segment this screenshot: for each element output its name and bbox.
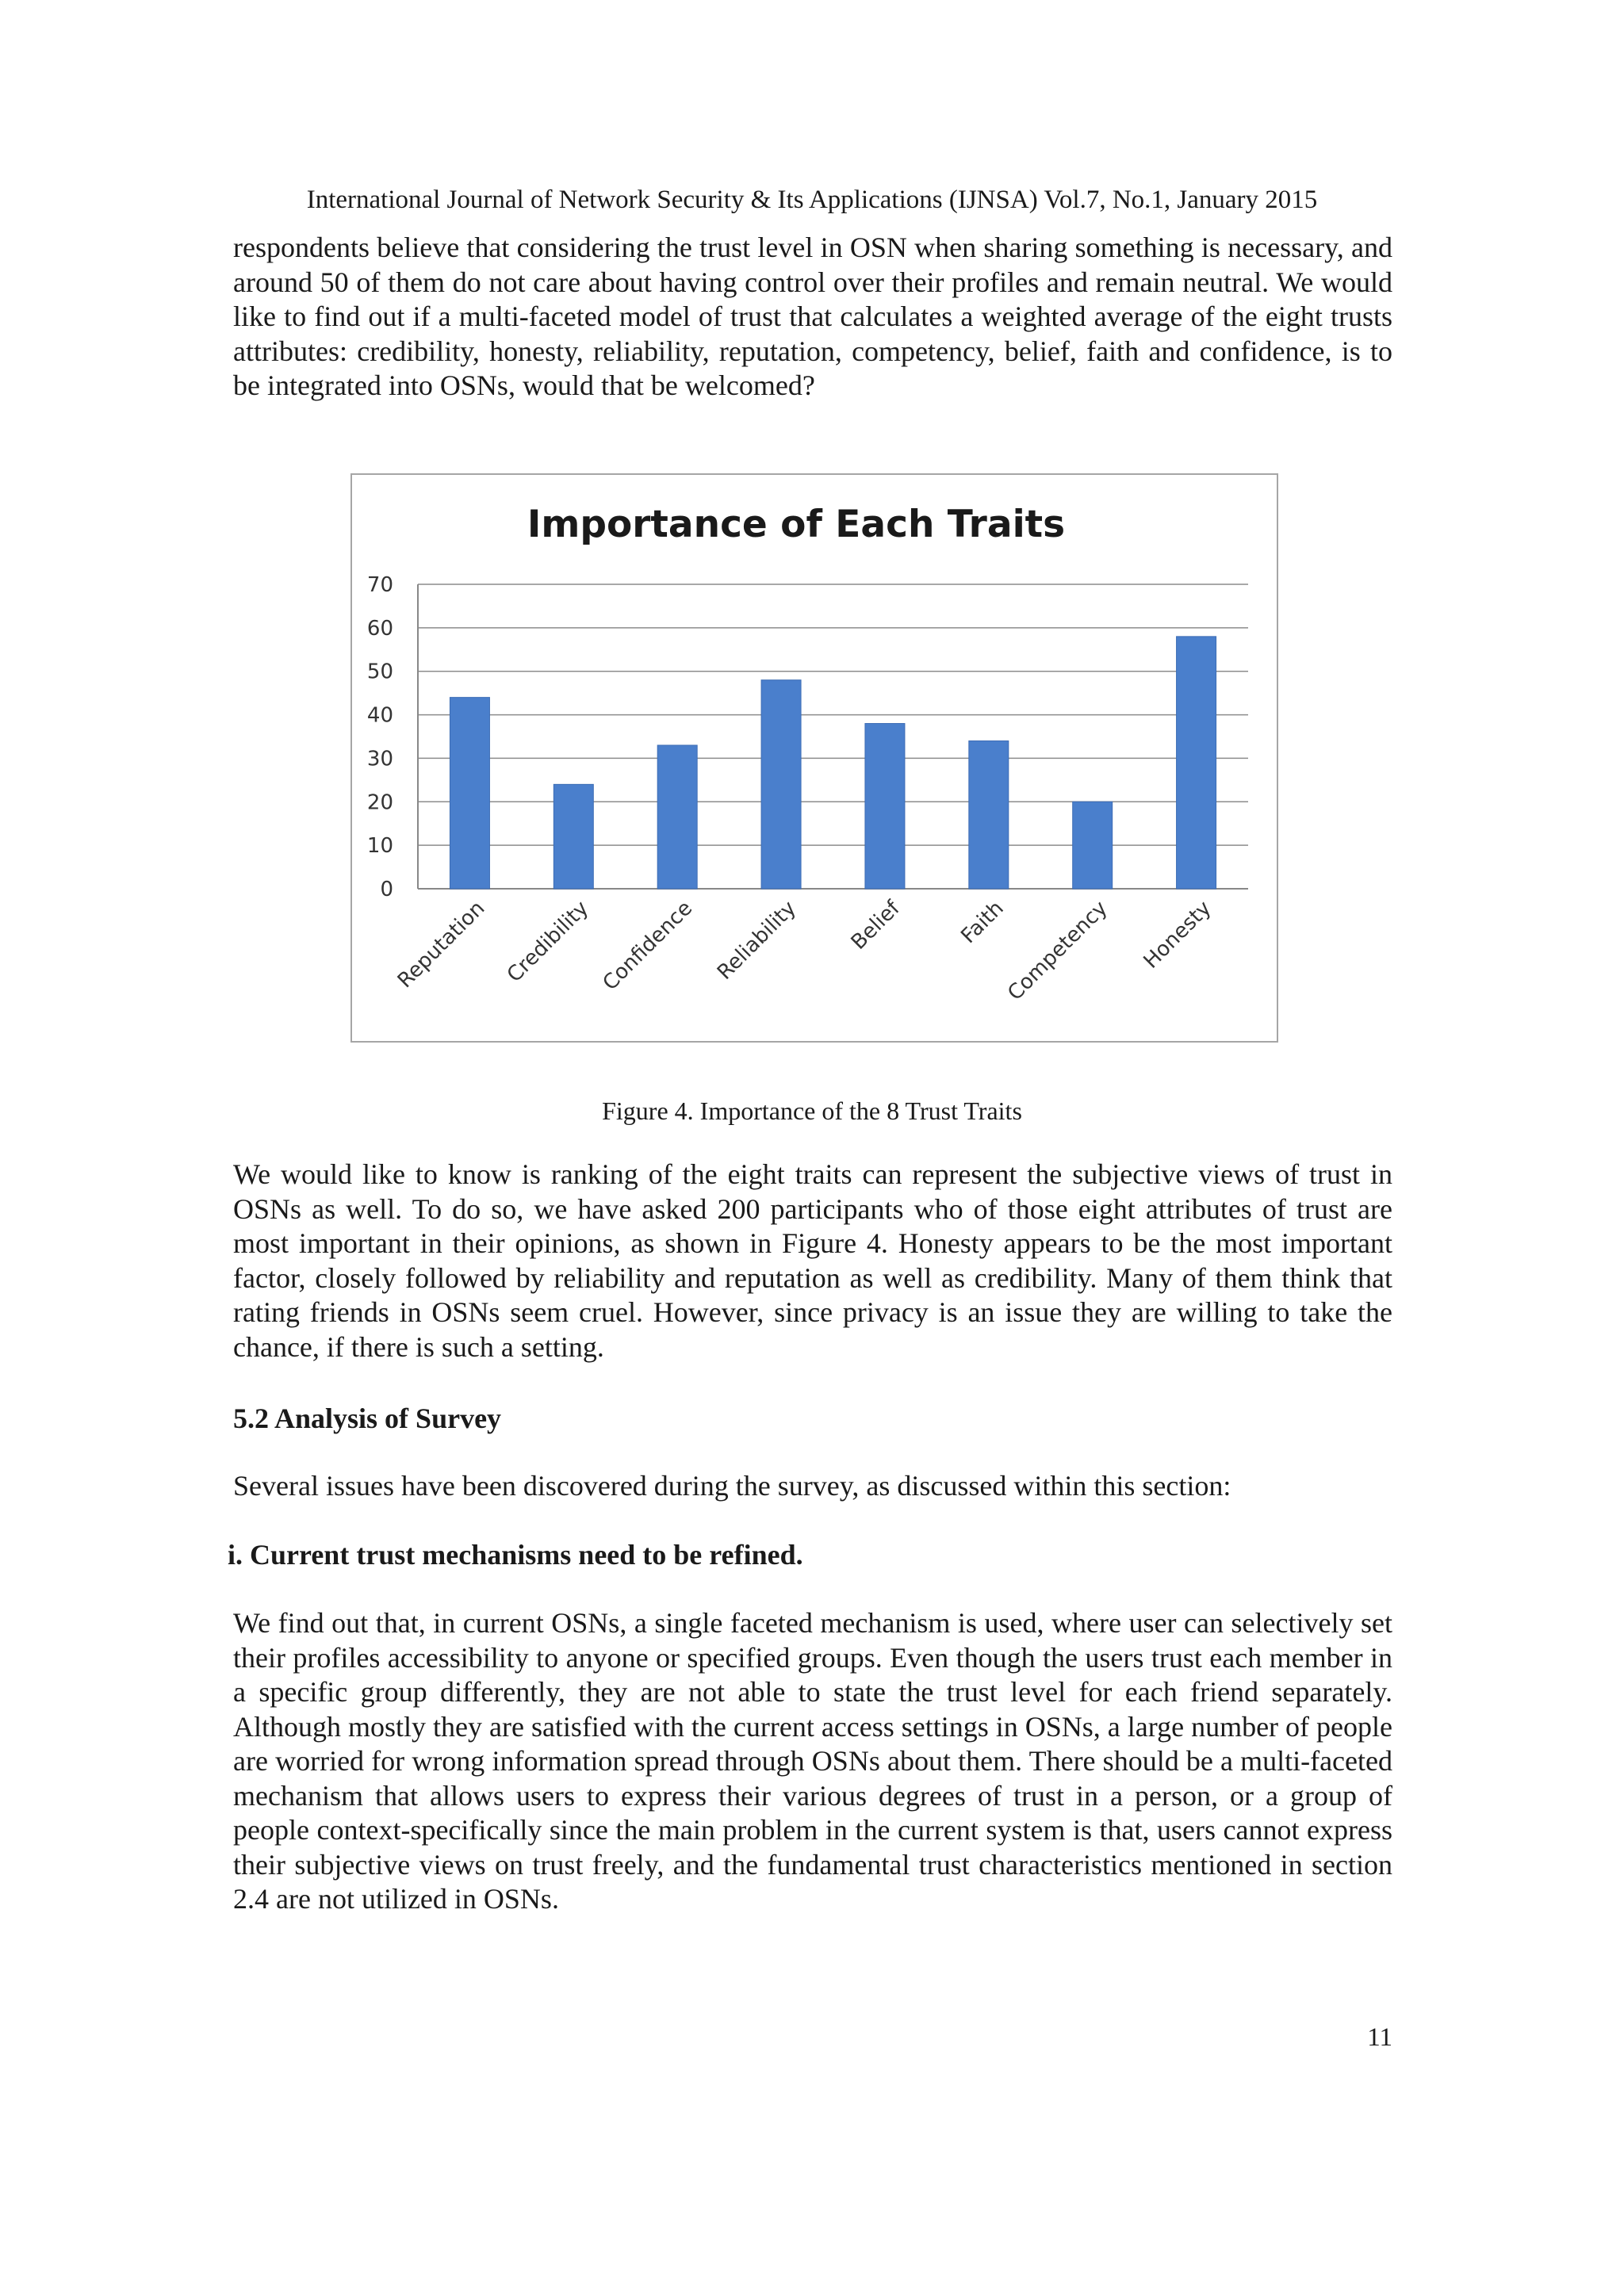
subsection-heading: i. Current trust mechanisms need to be refined. <box>228 1539 803 1571</box>
bars <box>450 637 1216 889</box>
intro-paragraph: respondents believe that considering the trust level in OSN when sharing something is necessary, and around 50 of them do not care about having control over their profiles and remain neutral. We would like to find out if a multi-faceted model of trust that calculates a weighted average of the eight trusts attributes: credibility, honesty, reliability, reputation, competency, belief, faith and confidence, is to be integrated into OSNs, would that be welcomed? <box>233 232 1392 401</box>
figure-4-chart <box>350 473 1278 1043</box>
y-tick-label: 40 <box>366 703 393 728</box>
y-tick-label: 0 <box>380 878 393 901</box>
bar-reputation <box>450 698 489 889</box>
chart-title: Importance of Each Traits <box>527 503 1066 546</box>
y-tick-label: 10 <box>366 834 393 859</box>
bar-reliability <box>761 680 801 889</box>
y-tick-label: 50 <box>366 660 393 684</box>
survey-intro-paragraph: Several issues have been discovered during the survey, as discussed within this section: <box>233 1470 1231 1502</box>
x-tick-label: Credibility <box>502 896 594 988</box>
running-header: International Journal of Network Security & Its Applications (IJNSA) Vol.7, No.1, January 2015 <box>306 186 1318 214</box>
bar-competency <box>1073 802 1113 889</box>
x-tick-label: Belief <box>846 896 905 955</box>
page-number: 11 <box>1367 2023 1392 2052</box>
x-tick-label: Competency <box>1003 896 1113 1006</box>
gridlines <box>418 584 1248 889</box>
x-tick-label: Reputation <box>393 896 490 993</box>
mechanisms-paragraph: We find out that, in current OSNs, a single faceted mechanism is used, where user can selectively set their profiles accessibility to anyone or specified groups. Even though the users trust each member in a specific group differently, they are not able to state the trust level for each friend separately. Although mostly they are satisfied with the current access settings in OSNs, a large number of people are worried for wrong information spread through OSNs about them. There should be a multi-faceted mechanism that allows users to express their various degrees of trust in a person, or a group of people context-specifically since the main problem in the current system is that, users cannot express their subjective views on trust freely, and the fundamental trust characteristics mentioned in section 2.4 are not utilized in OSNs. <box>233 1607 1392 1915</box>
y-tick-label: 60 <box>366 616 393 641</box>
y-tick-label: 70 <box>366 573 393 597</box>
bar-belief <box>865 724 905 889</box>
figure-caption: Figure 4. Importance of the 8 Trust Traits <box>602 1096 1022 1125</box>
y-tick-label: 30 <box>366 747 393 771</box>
x-tick-label: Confidence <box>598 896 698 996</box>
y-axis-ticks <box>367 573 393 901</box>
bar-honesty <box>1177 637 1216 889</box>
x-tick-label: Honesty <box>1139 896 1216 974</box>
bar-chart <box>352 475 1277 1041</box>
x-tick-label: Reliability <box>712 896 802 985</box>
x-axis-labels <box>393 896 1216 1005</box>
bar-confidence <box>657 745 697 889</box>
x-tick-label: Faith <box>956 896 1009 949</box>
bar-credibility <box>553 784 593 889</box>
ranking-paragraph: We would like to know is ranking of the eight traits can represent the subjective views of trust in OSNs as well. To do so, we have asked 200 participants who of those eight attributes of trust are most important in their opinions, as shown in Figure 4. Honesty appears to be the most important factor, closely followed by reliability and reputation as well as credibility. Many of them think that rating friends in OSNs seem cruel. However, since privacy is an issue they are willing to take the chance, if there is such a setting. <box>233 1158 1392 1363</box>
y-tick-label: 20 <box>366 790 393 815</box>
section-heading: 5.2 Analysis of Survey <box>233 1402 502 1434</box>
bar-faith <box>969 740 1009 889</box>
